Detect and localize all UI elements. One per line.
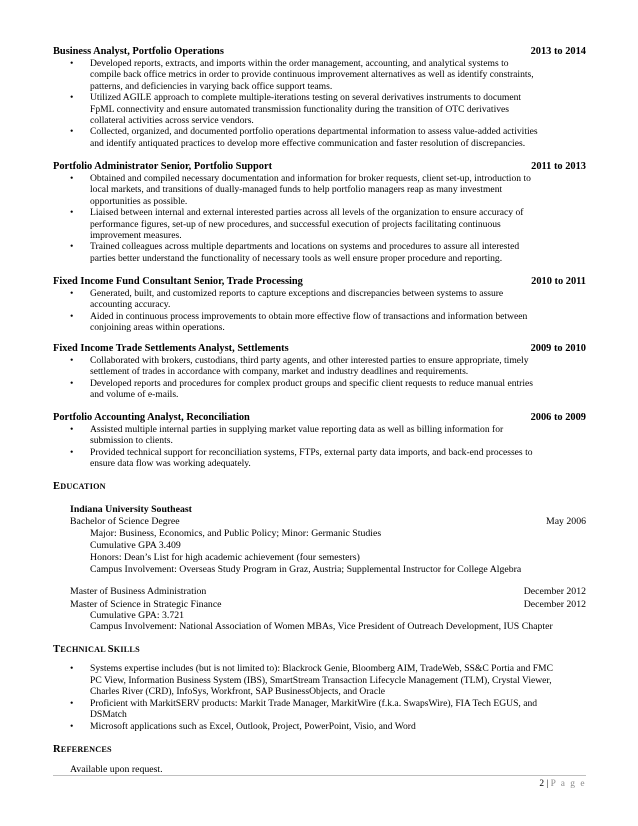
skill-bullet: • Systems expertise includes (but is not limited to): Blackrock Genie, Bloomberg AIM, TradeWeb, SS&C Portia and FMC PC View, Information Business System (IBS), SmartStream Transaction Lifecycle Management (TLM), Crystal Viewer, Charles River (CRD), InfoSys, Workfront, SAP BusinessObjects, and Oracle [53, 663, 586, 698]
job-dates: 2009 to 2010 [530, 343, 586, 354]
degree-name: Bachelor of Science Degree [70, 516, 180, 527]
degree-date: December 2012 [523, 586, 586, 597]
degree-date: May 2006 [545, 516, 586, 527]
page-separator: | [546, 779, 549, 789]
job-bullets [53, 58, 586, 149]
job-bullet: • Trained colleagues across multiple departments and locations on systems and procedures to assure all interested parties better understand the functionality of necessary tools as well ensure proper procedure and reporting. [53, 241, 586, 264]
heading-initial: R [53, 744, 61, 755]
job-bullets [53, 173, 586, 264]
job-entry [53, 160, 586, 264]
heading-initial: T [53, 644, 61, 655]
honors-line: Honors: Dean’s List for high academic achievement (four semesters) [90, 552, 360, 563]
job-header [53, 411, 586, 424]
job-bullet: • Aided in continuous process improvements to obtain more effective flow of transactions and information between conjoining areas within operations. [53, 311, 586, 334]
job-bullet: • Assisted multiple internal parties in supplying market value reporting data as well as billing information for submission to clients. [53, 424, 586, 447]
job-bullet: • Utilized AGILE approach to complete multiple-iterations testing on several derivatives instruments to document FpML connectivity and ensure automated transmission functionality during the transition of OTC derivatives collateral activities across service vendors. [53, 92, 586, 126]
job-bullets [53, 424, 586, 470]
campus-involvement-line: Campus Involvement: National Association of Women MBAs, Vice President of Outreach Development, IUS Chapter [90, 621, 553, 632]
job-header [53, 45, 586, 58]
heading-rest: KILLS [113, 645, 140, 654]
page-label: P a g e [550, 779, 586, 789]
major-line: Major: Business, Economics, and Public Policy; Minor: Germanic Studies [90, 528, 382, 539]
heading-rest: EFERENCES [60, 745, 112, 754]
job-bullet: • Developed reports and procedures for complex product groups and specific client requests to reduce manual entries and volume of e-mails. [53, 378, 586, 401]
degree-name: Master of Science in Strategic Finance [70, 599, 222, 610]
degree-name: Master of Business Administration [70, 586, 207, 597]
job-title: Fixed Income Fund Consultant Senior, Trade Processing [53, 276, 303, 287]
job-title: Business Analyst, Portfolio Operations [53, 46, 224, 57]
degree-row [70, 586, 586, 598]
gpa-line: Cumulative GPA: 3.721 [90, 610, 185, 621]
heading-initial: E [53, 481, 61, 492]
school-name: Indiana University Southeast [70, 504, 192, 515]
job-header [53, 342, 586, 355]
job-entry [53, 342, 586, 401]
job-dates: 2011 to 2013 [531, 161, 586, 172]
job-bullets [53, 355, 586, 401]
job-header [53, 275, 586, 288]
job-bullet: • Provided technical support for reconciliation systems, FTPs, external party data imports, and back-end processes to ensure data flow was working adequately. [53, 447, 586, 470]
job-entry [53, 411, 586, 470]
skills-heading [53, 644, 140, 655]
job-title: Fixed Income Trade Settlements Analyst, Settlements [53, 343, 289, 354]
job-bullet: • Generated, built, and customized reports to capture exceptions and discrepancies between systems to assure accounting accuracy. [53, 288, 586, 311]
job-title: Portfolio Accounting Analyst, Reconciliation [53, 412, 250, 423]
page-number: 2 [539, 779, 544, 789]
gpa-line: Cumulative GPA 3.409 [90, 540, 181, 551]
references-heading [53, 744, 112, 755]
job-bullet: • Obtained and compiled necessary documentation and information for broker requests, client set-up, introduction to local markets, and transitions of dually-managed funds to help portfolio managers reap as many investment opportunities as possible. [53, 173, 586, 207]
skills-list [53, 663, 586, 733]
campus-involvement-line: Campus Involvement: Overseas Study Program in Graz, Austria; Supplemental Instructor for College Algebra [90, 564, 522, 575]
job-dates: 2006 to 2009 [530, 412, 586, 423]
heading-rest: ECHNICAL [60, 645, 108, 654]
degree-date: December 2012 [523, 599, 586, 610]
job-entry [53, 275, 586, 334]
job-header [53, 160, 586, 173]
job-bullets [53, 288, 586, 334]
job-dates: 2013 to 2014 [530, 46, 586, 57]
job-bullet: • Collaborated with brokers, custodians, third party agents, and other interested parties to ensure appropriate, timely settlement of trades in accordance with company, market and industry deadlines and requirements. [53, 355, 586, 378]
heading-initial: S [107, 644, 114, 655]
education-heading [53, 481, 106, 492]
footer-divider [53, 775, 586, 776]
heading-rest: DUCATION [60, 482, 106, 491]
page-footer [539, 779, 586, 789]
job-bullet: • Collected, organized, and documented portfolio operations departmental information to assess value-added activities and identify antiquated practices to develop more effective communication and faster resolution of discrepancies. [53, 126, 586, 149]
references-text: Available upon request. [70, 764, 163, 775]
degree-row [70, 516, 586, 528]
job-entry [53, 45, 586, 149]
job-title: Portfolio Administrator Senior, Portfolio Support [53, 161, 273, 172]
skill-bullet: • Proficient with MarkitSERV products: Markit Trade Manager, MarkitWire (f.k.a. SwapsWire), FIA Tech EGUS, and DSMatch [53, 698, 586, 721]
job-bullet: • Liaised between internal and external interested parties across all levels of the organization to ensure accuracy of performance figures, set-up of new procedures, and successful execution of projects facilitating continuous improvement measures. [53, 207, 586, 241]
job-bullet: • Developed reports, extracts, and imports within the order management, accounting, and analytical systems to compile back office metrics in order to provide continuous improvement alternatives as well as identify constraints, patterns, and deficiencies in varying back office support teams. [53, 58, 586, 92]
job-dates: 2010 to 2011 [531, 276, 586, 287]
skill-bullet: • Microsoft applications such as Excel, Outlook, Project, PowerPoint, Visio, and Word [53, 721, 586, 733]
